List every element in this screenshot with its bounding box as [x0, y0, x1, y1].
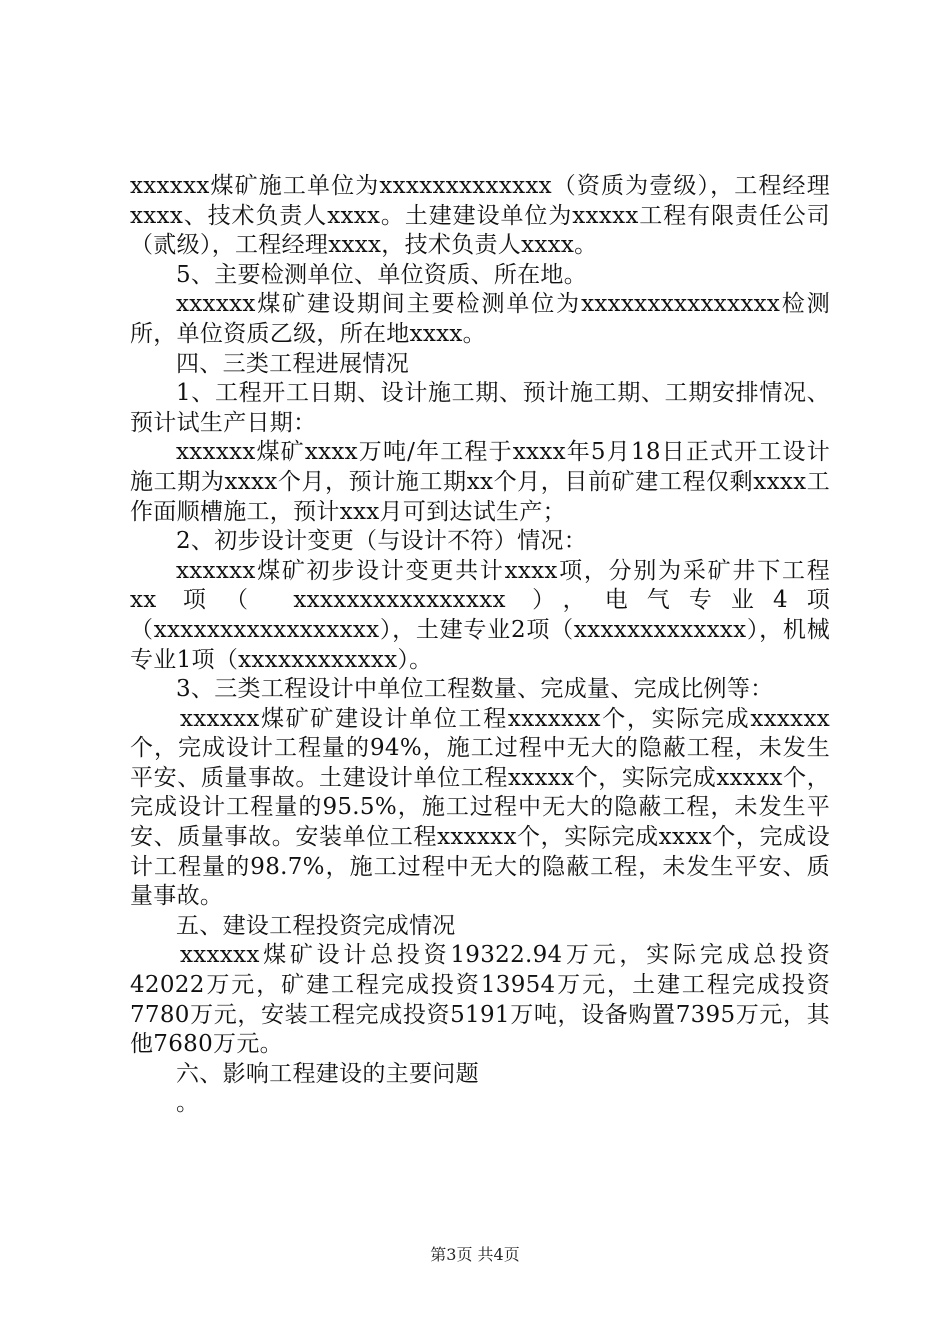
- paragraph-investment: xxxxxx煤矿设计总投资19322.94万元，实际完成总投资42022万元，矿建工程完成投资13954万元，土建工程完成投资7780万元，安装工程完成投资5191万吨，设备购置7395万元，其他7680万元。: [130, 942, 830, 1058]
- paragraph-testing-unit: xxxxxx煤矿建设期间主要检测单位为xxxxxxxxxxxxxxx检测所，单位资质乙级，所在地xxxx。: [130, 291, 830, 347]
- heading-schedule: 1、工程开工日期、设计施工期、预计施工期、工期安排情况、预计试生产日期：: [130, 380, 830, 436]
- section-heading-progress: 四、三类工程进展情况: [176, 350, 409, 377]
- heading-design-changes: 2、初步设计变更（与设计不符）情况：: [176, 528, 588, 555]
- paragraph-schedule: xxxxxx煤矿xxxx万吨/年工程于xxxx年5月18日正式开工设计施工期为xxxx个月，预计施工期xx个月，目前矿建工程仅剩xxxx工作面顺槽施工，预计xxx月可到达试生产；: [130, 439, 830, 525]
- paragraph-contractor-info: xxxxxx煤矿施工单位为xxxxxxxxxxxxx（资质为壹级），工程经理xxxx、技术负责人xxxx。土建建设单位为xxxxx工程有限责任公司（贰级），工程经理xxxx，技术负责人xxxx。: [130, 173, 830, 259]
- document-body: [130, 172, 830, 1119]
- section-heading-investment: 五、建设工程投资完成情况: [176, 912, 456, 939]
- paragraph-problems: 。: [176, 1090, 200, 1117]
- heading-completion: 3、三类工程设计中单位工程数量、完成量、完成比例等：: [176, 676, 774, 703]
- paragraph-completion: xxxxxx煤矿矿建设计单位工程xxxxxxx个，实际完成xxxxxx个，完成设计工程量的94%，施工过程中无大的隐蔽工程，未发生平安、质量事故。土建设计单位工程xxxxx个，实际完成xxxxx个，完成设计工程量的95.5%，施工过程中无大的隐蔽工程，未发生平安、质量事故。安装单位工程xxxxxx个，实际完成xxxx个，完成设计工程量的98.7%，施工过程中无大的隐蔽工程，未发生平安、质量事故。: [130, 705, 830, 910]
- page-footer: 第3页 共4页: [430, 1245, 520, 1264]
- paragraph-design-changes: xxxxxx煤矿初步设计变更共计xxxx项，分别为采矿井下工程 xx 项（ xxxxxxxxxxxxxxxx ），电气专业4项（xxxxxxxxxxxxxxxxx），土建专业2项（xxxxxxxxxxxxx），机械专业1项（xxxxxxxxxxxx）。: [130, 557, 830, 673]
- heading-testing-unit: 5、主要检测单位、单位资质、所在地。: [176, 261, 588, 288]
- section-heading-problems: 六、影响工程建设的主要问题: [176, 1060, 479, 1087]
